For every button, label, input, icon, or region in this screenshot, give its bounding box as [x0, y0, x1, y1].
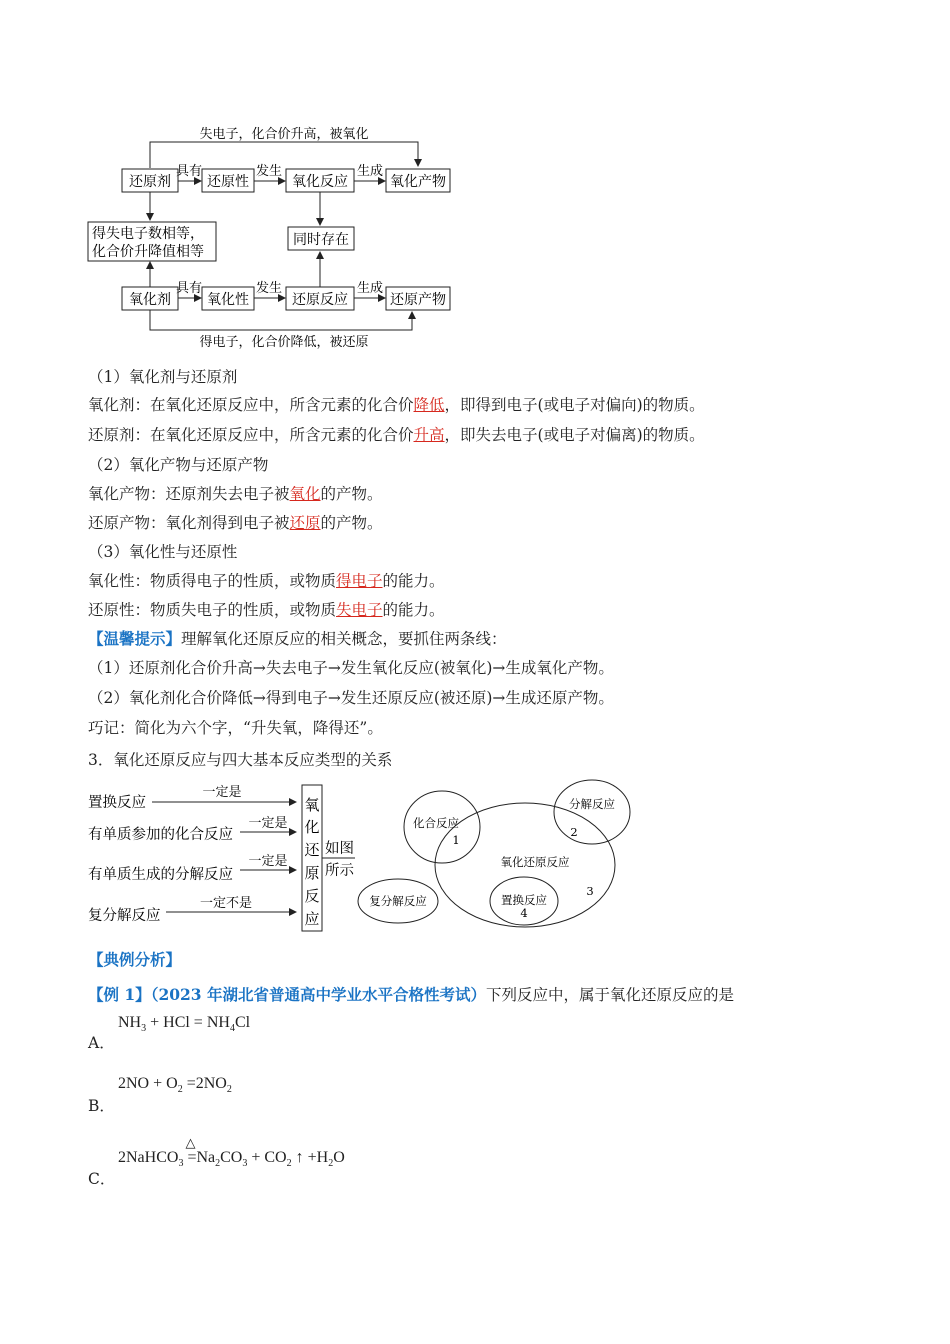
- redox-char-5: 反: [304, 887, 320, 905]
- red-product-definition: 还原产物：氧化剂得到电子被还原的产物。: [88, 514, 383, 532]
- option-c-label: C．: [88, 1170, 116, 1188]
- row-combination-arrow: 一定是: [248, 816, 288, 831]
- section3-heading: （3）氧化性与还原性: [88, 543, 238, 561]
- reductant-definition: 还原剂：在氧化还原反应中，所含元素的化合价升高，即失去电子(或电子对偏离)的物质。: [88, 426, 705, 444]
- venn-decomposition-label: 分解反应: [569, 797, 615, 811]
- top-loop-label: 失电子，化合价升高，被氧化: [199, 127, 369, 142]
- venn-n4: 4: [520, 906, 528, 920]
- row-decomposition-arrow: 一定是: [248, 854, 288, 869]
- tip-intro: 【温馨提示】理解氧化还原反应的相关概念，要抓住两条线：: [88, 629, 507, 648]
- venn-combination-label: 化合反应: [413, 816, 459, 830]
- row-displacement-arrow: 一定是: [202, 785, 242, 800]
- oxidizing-key: 得电子: [336, 572, 383, 590]
- delta-symbol: △: [185, 1135, 196, 1150]
- example1-source: （2023 年湖北省普通高中学业水平合格性考试）: [150, 985, 486, 1004]
- examples-heading: 【典例分析】: [88, 950, 182, 969]
- row1-arrow-label-1: 具有: [175, 164, 203, 179]
- reaction-type-diagram: [0, 775, 950, 945]
- redox-char-4: 原: [304, 864, 320, 882]
- row1-arrow-label-2: 发生: [255, 164, 283, 179]
- tip-line2: （2）氧化剂化合价降低→得到电子→发生还原反应(被还原)→生成还原产物。: [88, 689, 614, 707]
- tip-label: 【温馨提示】: [88, 629, 182, 648]
- venn-redox-label: 氧化还原反应: [500, 855, 570, 869]
- caption-line2: 所示: [325, 863, 354, 879]
- bottom-loop-label: 得电子，化合价降低，被还原: [199, 335, 369, 350]
- option-a-label: A．: [88, 1034, 115, 1052]
- redox-char-1: 氧: [304, 796, 320, 814]
- box-reductant-label: 还原剂: [129, 174, 171, 190]
- box-reduction-product-label: 还原产物: [390, 292, 446, 308]
- redox-char-6: 应: [304, 910, 320, 928]
- venn-n1: 1: [452, 833, 460, 847]
- reductant-key: 升高: [413, 426, 445, 444]
- example1: 【例 1】（2023 年湖北省普通高中学业水平合格性考试）下列反应中，属于氧化还原反应的是: [88, 985, 734, 1004]
- oxidant-key: 降低: [413, 396, 445, 414]
- box-reduction-reaction-label: 还原反应: [292, 292, 348, 308]
- venn-displacement-label: 置换反应: [501, 893, 547, 907]
- oxidant-definition: 氧化剂：在氧化还原反应中，所含元素的化合价降低，即得到电子(或电子对偏向)的物质。: [88, 396, 705, 414]
- row-combination: 有单质参加的化合反应: [88, 827, 233, 843]
- box-oxidation-product-label: 氧化产物: [390, 174, 446, 190]
- box-oxidation-reaction-label: 氧化反应: [292, 174, 348, 190]
- row2-arrow-label-2: 发生: [255, 281, 283, 296]
- option-c-formula: 2NaHCO$_3$ △ $=Na_2CO_3 + CO_2$ ↑ $+H_2O$: [118, 1135, 345, 1170]
- venn-decomposition: [554, 780, 630, 844]
- box-oxidizability-label: 氧化性: [207, 292, 249, 308]
- section4-heading: 3．氧化还原反应与四大基本反应类型的关系: [88, 751, 393, 769]
- concept-diagram: [0, 0, 950, 360]
- row2-arrow-label-1: 具有: [175, 281, 203, 296]
- ox-product-key: 氧化: [289, 485, 321, 503]
- venn-n3: 3: [586, 884, 594, 898]
- option-a-formula: $NH_3$ + HCl = $NH_4Cl$: [118, 1014, 251, 1035]
- row1-arrow-label-3: 生成: [356, 164, 384, 179]
- box-oxidant-label: 氧化剂: [129, 292, 171, 308]
- row-double-decomposition-arrow: 一定不是: [199, 896, 253, 911]
- redox-char-3: 还: [304, 841, 320, 859]
- row-decomposition: 有单质生成的分解反应: [88, 867, 233, 883]
- box-coexist-label: 同时存在: [293, 232, 349, 248]
- option-b-formula: $2NO + O_2 =2NO_2$: [118, 1075, 232, 1096]
- redox-char-2: 化: [304, 818, 320, 836]
- reducing-key: 失电子: [336, 601, 383, 619]
- caption-line1: 如图: [325, 841, 354, 857]
- venn-double-decomposition-label: 复分解反应: [369, 894, 427, 908]
- ox-product-definition: 氧化产物：还原剂失去电子被氧化的产物。: [88, 485, 383, 503]
- reducing-definition: 还原性：物质失电子的性质，或物质失电子的能力。: [88, 601, 445, 619]
- row-double-decomposition: 复分解反应: [88, 908, 161, 924]
- section1-heading: （1）氧化剂与还原剂: [88, 368, 238, 386]
- row2-arrow-label-3: 生成: [356, 281, 384, 296]
- red-product-key: 还原: [289, 514, 321, 532]
- electron-balance-line1: 得失电子数相等，: [92, 226, 204, 242]
- tip-line1: （1）还原剂化合价升高→失去电子→发生氧化反应(被氧化)→生成氧化产物。: [88, 659, 614, 677]
- oxidizing-definition: 氧化性：物质得电子的性质，或物质得电子的能力。: [88, 572, 445, 590]
- box-reducibility-label: 还原性: [207, 174, 249, 190]
- tip-mnemonic: 巧记：简化为六个字，“升失氧，降得还”。: [88, 719, 383, 737]
- example1-label: 【例 1】: [88, 985, 151, 1004]
- venn-n2: 2: [570, 825, 578, 839]
- section2-heading: （2）氧化产物与还原产物: [88, 456, 269, 474]
- option-b-label: B．: [88, 1097, 115, 1115]
- row-displacement: 置换反应: [88, 795, 146, 811]
- electron-balance-line2: 化合价升降值相等: [92, 244, 204, 260]
